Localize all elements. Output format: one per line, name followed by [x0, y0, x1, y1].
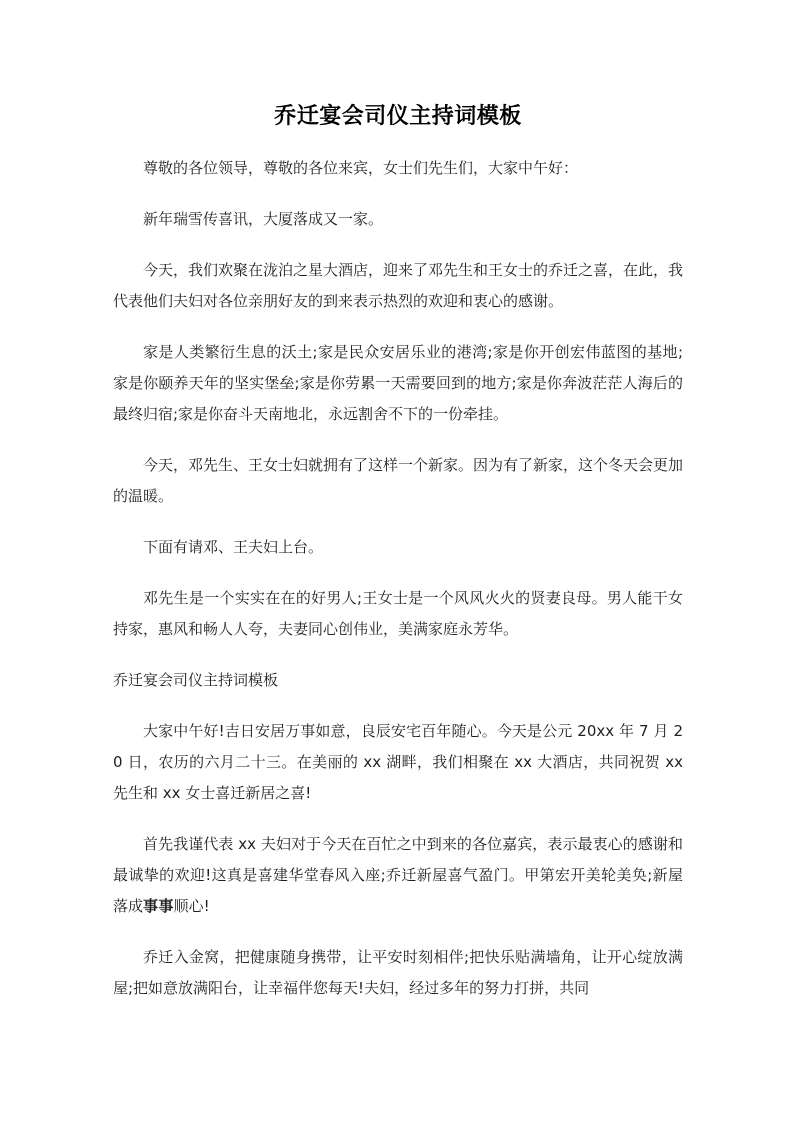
spacer — [113, 922, 683, 942]
text-run: 顺心! — [173, 896, 210, 915]
spacer-after-title — [113, 131, 683, 153]
paragraph-2: 新年瑞雪传喜讯，大厦落成又一家。 — [143, 209, 384, 228]
spacer — [113, 184, 683, 204]
paragraph-9: 大家中午好!吉日安居万事如意，良辰安宅百年随心。今天是公元 20xx 年 7 月 20 日，农历的六月二十三。在美丽的 xx 湖畔，我们相聚在 xx 大酒店，共同祝贺 xx 先生和 xx 女士喜迁新居之喜! — [113, 721, 683, 802]
paragraph-1: 尊敬的各位领导，尊敬的各位来宾，女士们先生们，大家中午好： — [143, 158, 579, 177]
paragraph-7: 邓先生是一个实实在在的好男人;王女士是一个风风火火的贤妻良母。男人能干女持家，惠风和畅人人夸，夫妻同心创伟业，美满家庭永芳华。 — [113, 588, 683, 638]
spacer — [113, 512, 683, 532]
paragraph-6: 下面有请邓、王夫妇上台。 — [143, 537, 324, 556]
page-title: 乔迁宴会司仪主持词模板 — [274, 104, 522, 129]
emphasized-run: 事事 — [143, 896, 174, 915]
spacer — [113, 563, 683, 583]
paragraph-10 — [113, 829, 683, 922]
spacer — [113, 317, 683, 337]
spacer — [113, 809, 683, 829]
spacer — [113, 235, 683, 255]
spacer — [113, 645, 683, 665]
paragraph-11: 乔迁入金窝，把健康随身携带，让平安时刻相伴;把快乐贴满墙角，让开心绽放满屋;把如意放满阳台，让幸福伴您每天!夫妇，经过多年的努力打拼，共同 — [113, 947, 683, 997]
paragraph-3: 今天，我们欢聚在泷泊之星大酒店，迎来了邓先生和王女士的乔迁之喜，在此，我代表他们夫妇对各位亲朋好友的到来表示热烈的欢迎和衷心的感谢。 — [113, 260, 684, 310]
text-run: 首先我谨代表 xx 夫妇对于今天在百忙之中到来的各位嘉宾，表示最衷心的感谢和最诚挚的欢迎!这真是喜建华堂春风入座;乔迁新屋喜气盈门。甲第宏开美轮美奂;新屋落成 — [113, 834, 683, 915]
paragraph-4: 家是人类繁衍生息的沃土;家是民众安居乐业的港湾;家是你开创宏伟蓝图的基地;家是你颐养天年的坚实堡垒;家是你劳累一天需要回到的地方;家是你奔波茫茫人海后的最终归宿;家是你奋斗天南地北，永远割舍不下的一份牵挂。 — [113, 342, 683, 423]
paragraph-5: 今天，邓先生、王女士妇就拥有了这样一个新家。因为有了新家，这个冬天会更加的温暖。 — [113, 455, 684, 505]
spacer — [113, 430, 683, 450]
section-subheading: 乔迁宴会司仪主持词模板 — [113, 670, 279, 689]
document-content — [113, 0, 683, 1004]
spacer — [113, 696, 683, 716]
